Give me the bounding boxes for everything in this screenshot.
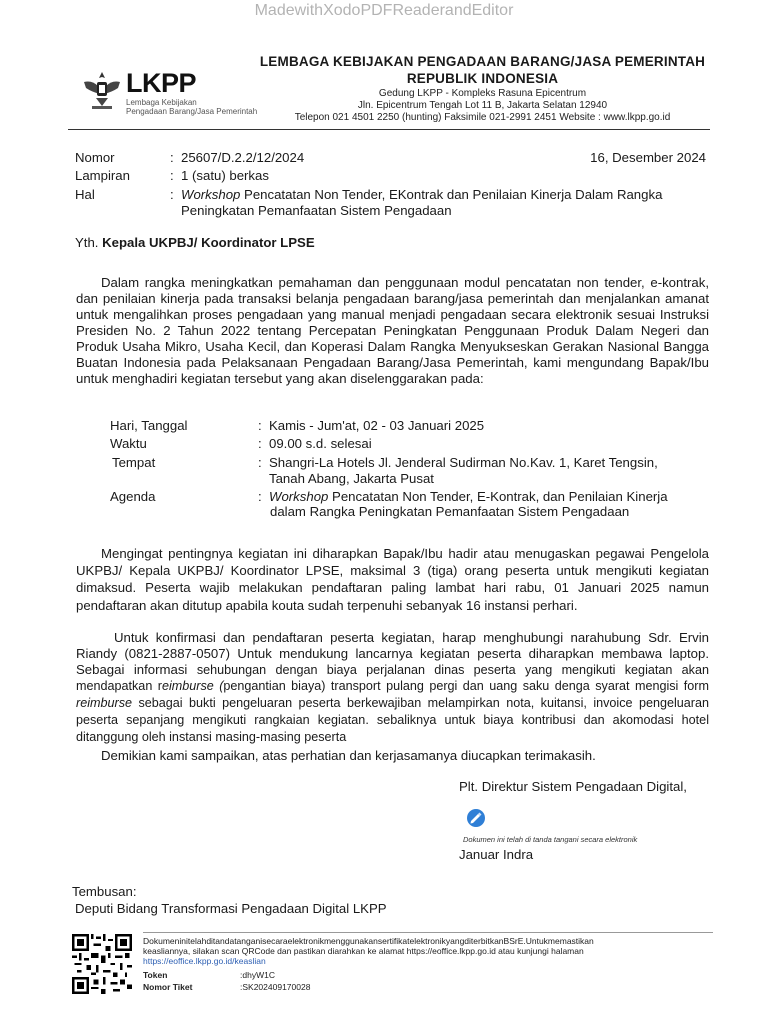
- lampiran-value: 1 (satu) berkas: [181, 168, 269, 183]
- tembusan-label: Tembusan:: [72, 884, 137, 899]
- ticket-value: :SK202409170028: [240, 982, 311, 992]
- footer-divider: [143, 932, 713, 933]
- para3-part-f: sebagai bukti pengeluaran peserta berkewajiban melampirkan nota, kuitansi, invoice pengeluaran peserta sepanjang mengikuti rangkaian kegiatan. sebaliknya untuk biaya kontribusi dan akomodasi hotel ditanggung oleh instansi masing-masing peserta: [76, 696, 709, 744]
- schedule-colon: :: [258, 455, 262, 470]
- recipient-name: Kepala UKPBJ/ Koordinator LPSE: [102, 235, 315, 250]
- qr-code-icon: [72, 934, 132, 994]
- schedule-colon: :: [258, 436, 262, 451]
- logo-subtitle: [126, 98, 257, 116]
- hal-italic: Workshop: [181, 187, 241, 202]
- hal-value: [181, 187, 721, 202]
- signature-title: Plt. Direktur Sistem Pengadaan Digital,: [459, 779, 687, 794]
- footer-line-1: DokumeninitelahditandatanganisecaraelektronikmenggunakansertifikatelektronikyangditerbitkanBSrE.Untukmemastikan: [143, 936, 594, 946]
- schedule-agenda-value-2: dalam Rangka Peningkatan Pemanfaatan Sistem Pengadaan: [270, 504, 630, 519]
- body-paragraph-4: Demikian kami sampaikan, atas perhatian dan kerjasamanya diucapkan terimakasih.: [101, 748, 596, 763]
- org-name-line-1: LEMBAGA KEBIJAKAN PENGADAAN BARANG/JASA PEMERINTAH: [259, 54, 706, 69]
- body-paragraph-3: [76, 630, 709, 746]
- hal-colon: :: [170, 187, 174, 202]
- garuda-emblem-icon: [80, 68, 124, 112]
- lampiran-colon: :: [170, 168, 174, 183]
- schedule-waktu-label: Waktu: [110, 436, 147, 451]
- para3-part-e: reimburse: [76, 696, 132, 711]
- para3-part-b: sehubungan dengan biaya perjalanan dinas peserta yang mengikuti kegiatan akan mendapatkan r: [76, 662, 709, 694]
- schedule-hari-label: Hari, Tanggal: [110, 418, 188, 433]
- schedule-hari-value: Kamis - Jum'at, 02 - 03 Januari 2025: [269, 418, 485, 433]
- nomor-label: Nomor: [75, 150, 115, 165]
- hal-value-line-2: Peningkatan Pemanfaatan Sistem Pengadaan: [181, 203, 452, 218]
- signature-note: Dokumen ini telah di tanda tangani secara elektronik: [463, 835, 638, 844]
- hal-label: Hal: [75, 187, 95, 202]
- body-paragraph-2: Mengingat pentingnya kegiatan ini diharapkan Bapak/Ibu hadir atau menugaskan pegawai Pengelola UKPBJ/ Kepala UKPBJ/ Koordinator LPSE, maksimal 3 (tiga) orang peserta untuk mengikuti kegiatan dimaksud. Peserta wajib melakukan pendaftaran paling lambat hari rabu, 01 Januari 2025 namun pendaftaran akan ditutup apabila kouta sudah terpenuhi sebanyak 16 instansi perhari.: [76, 546, 709, 613]
- org-name-line-2: REPUBLIK INDONESIA: [406, 71, 559, 86]
- logo-wordmark: LKPP: [126, 68, 197, 98]
- para3-part-d: pengantian biaya) transport pulang pergi dan uang saku denga syarat mengisi form: [223, 679, 709, 694]
- verification-link[interactable]: https://eoffice.lkpp.go.id/keaslian: [143, 956, 266, 966]
- schedule-tempat-label: Tempat: [112, 455, 156, 470]
- hal-rest: Pencatatan Non Tender, EKontrak dan Penilaian Kinerja Dalam Rangka: [240, 187, 663, 202]
- schedule-colon: :: [258, 489, 262, 504]
- logo-subtitle-line-1: Lembaga Kebijakan: [126, 98, 197, 107]
- nomor-colon: :: [170, 150, 174, 165]
- recipient-prefix: Yth.: [75, 235, 103, 250]
- e-signature-icon: [466, 808, 486, 828]
- para3-part-a: Untuk konfirmasi dan pendaftaran peserta kegiatan, harap menghubungi narahubung Sdr. Ervin Riandy (0821-2887-0507) Untuk mendukung lancarnya kegiatan peserta diharapkan membawa laptop. Sebagai informasi: [76, 630, 709, 677]
- agenda-italic: Workshop: [269, 489, 329, 504]
- body-paragraph-1: Dalam rangka meningkatkan pemahaman dan penggunaan modul pencatatan non tender, e-kontrak, dan penilaian kinerja pada transaksi belanja pengadaan barang/jasa pemerintah dan menjalankan amanat untuk mengalihkan proses pengadaan yang manual menjadi pengadaan secara elektronik sesuai Instruksi Presiden No. 2 Tahun 2022 tentang Percepatan Peningkatan Penggunaan Produk Dalam Negeri dan Produk Usaha Mikro, Usaha Kecil, dan Koperasi Dalam Rangka Menyukseskan Gerakan Nasional Bangga Buatan Indonesia pada Pelaksanaan Pengadaan Barang/Jasa Pemerintah, kami mengundang Bapak/Ibu untuk menghadiri kegiatan tersebut yang akan diselenggarakan pada:: [76, 275, 709, 386]
- schedule-agenda-label: Agenda: [110, 489, 156, 504]
- watermark-text: MadewithXodoPDFReaderandEditor: [254, 2, 514, 19]
- footer-line-2: keasliannya, silakan scan QRCode dan pastikan diarahkan ke alamat https://eoffice.lkpp.go.id atau kunjungi halaman: [143, 946, 584, 956]
- token-value: :dhyW1C: [240, 970, 275, 980]
- footer-notice: [143, 936, 713, 966]
- address-line-3: Telepon 021 4501 2250 (hunting) Faksimile 021-2991 2451 Website : www.lkpp.go.id: [294, 112, 671, 123]
- schedule-tempat-value-2: Tanah Abang, Jakarta Pusat: [269, 471, 434, 486]
- agenda-rest: Pencatatan Non Tender, E-Kontrak, dan Penilaian Kinerja: [328, 489, 668, 504]
- schedule-agenda-value-1: [269, 489, 668, 504]
- lampiran-label: Lampiran: [75, 168, 130, 183]
- nomor-value: 25607/D.2.2/12/2024: [181, 150, 305, 165]
- schedule-waktu-value: 09.00 s.d. selesai: [269, 436, 372, 451]
- letter-date: 16, Desember 2024: [590, 150, 706, 165]
- tembusan-item: Deputi Bidang Transformasi Pengadaan Digital LKPP: [75, 901, 387, 916]
- para3-part-c: eimburse (: [161, 679, 224, 694]
- signatory-name: Januar Indra: [459, 847, 534, 862]
- address-line-2: Jln. Epicentrum Tengah Lot 11 B, Jakarta Selatan 12940: [357, 100, 608, 111]
- schedule-tempat-value-1: Shangri-La Hotels Jl. Jenderal Sudirman No.Kav. 1, Karet Tengsin,: [269, 455, 658, 470]
- recipient: [75, 235, 315, 250]
- letterhead-divider: [68, 129, 710, 130]
- schedule-colon: :: [258, 418, 262, 433]
- token-label: Token: [143, 970, 168, 980]
- logo-subtitle-line-2: Pengadaan Barang/Jasa Pemerintah: [126, 107, 258, 116]
- ticket-label: Nomor Tiket: [143, 982, 193, 992]
- address-line-1: Gedung LKPP - Kompleks Rasuna Epicentrum: [378, 88, 587, 99]
